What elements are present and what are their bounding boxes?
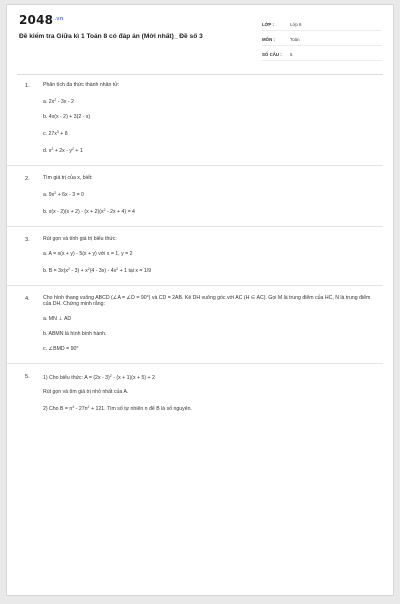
question-text: Tìm giá trị của x, biết:	[43, 174, 93, 181]
question-4	[25, 296, 379, 353]
question-item: d. $x^2 + 2x - y^2 + 1$	[43, 146, 83, 154]
meta-value: Toán	[290, 36, 300, 42]
question-item: b. $B = 3x(x^2 - 3) + x^2(4 - 3x) - 4x^2 + 1$ tại x = 1/9	[43, 266, 152, 274]
exponent: 2	[51, 146, 54, 151]
question-item: 1) Cho biểu thức: A = (2x - 3)$^2$ - (x + 1)(x + 5) + 2	[43, 373, 155, 381]
question-item: Rút gọn và tìm giá trị nhỏ nhất của A.	[43, 389, 129, 396]
question-divider	[6, 165, 383, 166]
exponent: 2	[109, 373, 112, 378]
question-1	[25, 83, 379, 155]
exponent: 2	[67, 266, 70, 271]
meta-label: SỐ CÂU :	[262, 51, 282, 57]
exponent: 3	[56, 129, 59, 134]
logo-suffix: .vn	[54, 16, 64, 22]
exponent: 2	[87, 266, 90, 271]
question-2	[25, 176, 379, 216]
question-text: Rút gọn và tính giá trị biểu thức:	[43, 235, 117, 242]
meta-info	[262, 18, 382, 63]
question-item: a. $2x^2 - 3x - 2$	[43, 97, 74, 105]
meta-label: LỚP :	[262, 21, 274, 27]
question-number: 1.	[25, 83, 30, 89]
question-item: b. ABMN là hình bình hành.	[43, 330, 107, 337]
meta-value: 5	[290, 51, 293, 57]
question-item: 2) Cho $B = n^4 - 27n^2 + 121$. Tìm số tự nhiên n để B là số nguyên.	[43, 405, 192, 413]
question-text: Cho hình thang vuông ABCD (∠A = ∠D = 90°) và CD = 2AB. Kẻ DH vuông góc với AC (H ∈ AC). Gọi M là trung điểm của HC, N là trung điểm của DH. Chứng minh rằng:	[43, 294, 371, 307]
exponent: 2	[103, 207, 106, 212]
exponent: 2	[87, 405, 90, 410]
question-item: b. 4x(x - 2) + 3(2 - x)	[43, 113, 91, 120]
question-item: a. $9x^2 + 6x - 3 = 0$	[43, 190, 84, 198]
exponent: 2	[71, 146, 74, 151]
question-divider	[6, 226, 383, 227]
question-number: 2.	[25, 175, 30, 182]
question-item: a. MN ⊥ AD	[43, 315, 72, 322]
meta-value: Lớp 8	[290, 21, 302, 27]
question-divider	[6, 285, 383, 286]
question-text: Phân tích đa thức thành nhân tử:	[43, 82, 120, 88]
question-item: c. ∠BMD = 90°	[43, 345, 79, 352]
question-3	[25, 237, 379, 275]
question-number: 4.	[25, 295, 30, 302]
question-item: b. $x(x - 2)(x + 2) - (x + 2)(x^2 - 2x + 4) = 4$	[43, 207, 135, 215]
document-title: Đề kiểm tra Giữa kì 1 Toán 8 có đáp án (Mới nhất)_ Đề số 3	[19, 33, 203, 40]
meta-row-class	[262, 18, 382, 31]
question-list	[7, 75, 393, 413]
exponent: 4	[72, 405, 75, 410]
document-page	[6, 4, 394, 596]
question-item: a. A = x(x + y) - 5(x + y) với x = 1, y = 2	[43, 250, 133, 257]
exponent: 2	[116, 266, 119, 271]
exponent: 2	[54, 190, 57, 195]
page-header	[7, 5, 393, 67]
logo-text: 2048	[19, 13, 54, 27]
question-5	[25, 374, 379, 414]
exponent: 2	[54, 97, 57, 102]
question-number: 3.	[25, 236, 30, 243]
meta-label: MÔN :	[262, 36, 275, 42]
question-number: 5.	[25, 373, 30, 380]
meta-row-subject	[262, 33, 382, 46]
question-divider	[6, 363, 383, 364]
question-item: c. $27x^3 + 8$	[43, 129, 68, 137]
meta-row-question-count	[262, 48, 382, 61]
